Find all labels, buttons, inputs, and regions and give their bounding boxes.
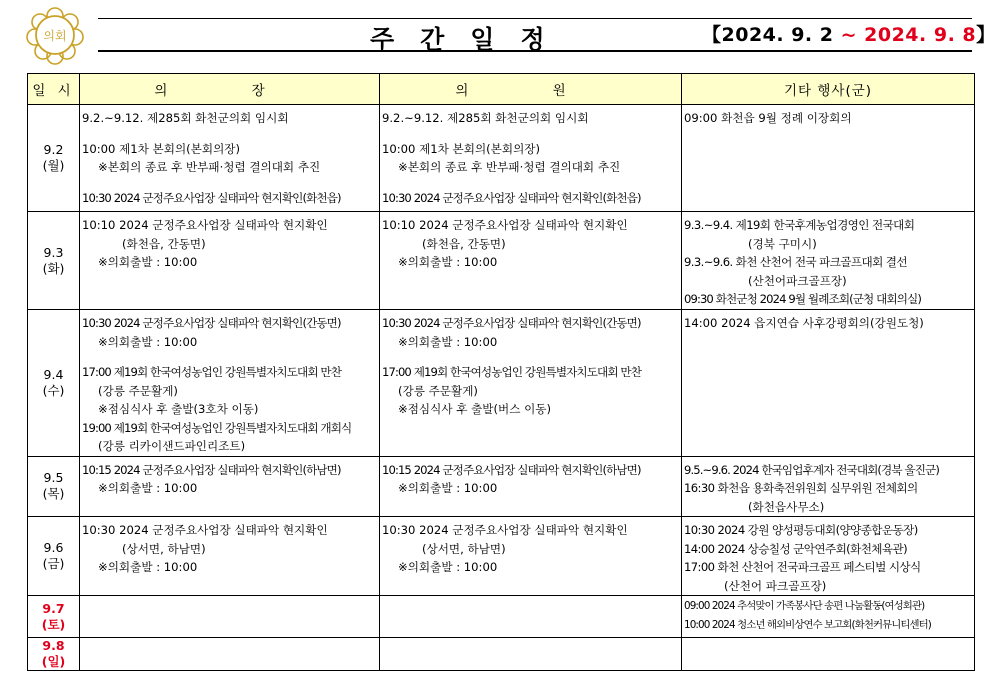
schedule-line: ※의회출발 : 10:00 (398, 255, 498, 269)
schedule-line: 17:00 제19회 한국여성농업인 강원특별자치도대회 만찬 (82, 365, 341, 379)
chair-cell (80, 105, 380, 212)
etc-cell (682, 596, 975, 638)
etc-cell (682, 517, 975, 596)
day-date: 9.7 (42, 600, 65, 616)
day-weekday: (금) (42, 556, 65, 571)
day-weekday: (월) (42, 158, 65, 173)
members-cell (380, 456, 682, 517)
table-row (28, 596, 975, 638)
day-weekday: (수) (42, 382, 65, 398)
day-cell (28, 310, 80, 457)
schedule-line: ※점심식사 후 출발(버스 이동) (398, 402, 552, 416)
table-row (28, 638, 975, 671)
members-cell (380, 105, 682, 212)
day-weekday: (일) (41, 654, 66, 669)
members-cell (380, 517, 682, 596)
schedule-line: 17:00 제19회 한국여성농업인 강원특별자치도대회 만찬 (382, 365, 641, 379)
day-weekday: (목) (42, 486, 65, 502)
line-spacer (382, 177, 679, 189)
schedule-line: 9.2.~9.12. 제285회 화천군의회 임시회 (382, 111, 589, 125)
table-row (28, 105, 975, 212)
schedule-line: (강릉 주문활게) (98, 383, 178, 398)
chair-cell (80, 310, 380, 457)
schedule-line: (강릉 주문활게) (398, 383, 478, 398)
schedule-line: (산천어파크골프장) (748, 273, 847, 288)
schedule-line: (산천어 파크골프장) (724, 578, 827, 593)
members-cell (380, 596, 682, 638)
etc-cell (682, 105, 975, 212)
schedule-line: ※의회출발 : 10:00 (98, 334, 198, 349)
etc-cell (682, 456, 975, 517)
schedule-line: 10:30 2024 군정주요사업장 실태파악 현지확인(화천읍) (382, 190, 641, 205)
table-row (28, 517, 975, 596)
day-date: 9.4 (43, 366, 64, 382)
line-spacer (82, 177, 377, 189)
etc-cell (682, 638, 975, 671)
schedule-line: (경북 구미시) (748, 236, 817, 251)
weekly-schedule-table (27, 73, 975, 671)
council-emblem-icon (24, 4, 86, 66)
day-cell (28, 596, 80, 638)
schedule-line: ※의회출발 : 10:00 (398, 334, 498, 349)
schedule-line: 17:00 화천 산천어 전국파크골프 페스티벌 시상식 (684, 560, 921, 574)
table-row (28, 310, 975, 457)
schedule-line: ※의회출발 : 10:00 (398, 481, 498, 495)
chair-cell (80, 456, 380, 517)
schedule-line: 19:00 제19회 한국여성농업인 강원특별자치도대회 개회식 (82, 420, 352, 435)
day-weekday: (화) (42, 260, 65, 276)
schedule-line: 10:15 2024 군정주요사업장 실태파악 현지확인(하남면) (82, 462, 341, 477)
day-cell (28, 456, 80, 517)
period-open: 【2024. 9. 2 (702, 24, 841, 46)
day-cell (28, 212, 80, 310)
schedule-line: (상서면, 하남면) (122, 541, 206, 556)
line-spacer (82, 351, 377, 363)
schedule-line: 10:00 제1차 본회의(본회의장) (382, 141, 541, 156)
schedule-line: (강릉 리카이샌드파인리조트) (98, 439, 246, 453)
day-weekday: (토) (41, 616, 66, 632)
title-top-rule (98, 18, 972, 19)
schedule-line: 9.3.~9.6. 화천 산천어 전국 파크골프대회 결선 (684, 255, 907, 269)
schedule-line: 10:00 2024 청소년 해외비상연수 보고회(화천커뮤니티센터) (684, 618, 931, 631)
day-cell (28, 517, 80, 596)
members-cell (380, 638, 682, 671)
schedule-line: ※본회의 종료 후 반부패·청렴 결의대회 추진 (98, 160, 321, 174)
schedule-line: 14:00 2024 상승칠성 군악연주회(화천체육관) (684, 541, 908, 556)
schedule-line: 10:00 제1차 본회의(본회의장) (82, 141, 241, 156)
schedule-line: 10:30 2024 군정주요사업장 실태파악 현지확인(화천읍) (82, 190, 341, 205)
schedule-line: 10:30 2024 군정주요사업장 실태파악 현지확인 (82, 523, 328, 537)
etc-cell (682, 310, 975, 457)
schedule-line: 16:30 화천읍 용화축전위원회 실무위원 전체회의 (684, 481, 918, 495)
day-cell (28, 638, 80, 671)
schedule-line: (화천읍, 간동면) (422, 236, 506, 251)
schedule-line: ※의회출발 : 10:00 (98, 560, 198, 574)
schedule-line: 10:15 2024 군정주요사업장 실태파악 현지확인(하남면) (382, 462, 641, 477)
chair-cell (80, 212, 380, 310)
schedule-line: 09:30 화천군청 2024 9월 월례조회(군청 대회의실) (684, 292, 921, 306)
schedule-line: 10:10 2024 군정주요사업장 실태파악 현지확인 (82, 218, 328, 232)
day-date: 9.2 (43, 142, 64, 157)
schedule-period (702, 20, 996, 47)
page-title: 주간일정 (370, 25, 571, 54)
chair-cell (80, 517, 380, 596)
members-cell (380, 310, 682, 457)
schedule-line: 9.3.~9.4. 제19회 한국후계농업경영인 전국대회 (684, 218, 915, 232)
schedule-line: 10:30 2024 군정주요사업장 실태파악 현지확인(간동면) (382, 316, 641, 330)
etc-cell (682, 212, 975, 310)
schedule-line: 09:00 화천읍 9월 정례 이장회의 (684, 111, 852, 125)
day-date: 9.8 (42, 638, 65, 653)
col-header-day: 일 시 (28, 74, 80, 105)
period-end: 2024. 9. 8 (857, 24, 977, 46)
schedule-line: ※의회출발 : 10:00 (98, 255, 198, 269)
schedule-line: 10:30 2024 군정주요사업장 실태파악 현지확인(간동면) (82, 316, 341, 330)
line-spacer (82, 128, 377, 140)
schedule-line: (화천읍사무소) (748, 499, 825, 514)
schedule-line: 9.5.~9.6. 2024 한국임업후계자 전국대회(경북 울진군) (684, 462, 939, 477)
schedule-line: 09:00 2024 추석맞이 가족봉사단 송편 나눔활동(여성회관) (684, 600, 925, 612)
table-row (28, 212, 975, 310)
emblem-text: 의회 (43, 29, 67, 43)
period-close: 】 (976, 24, 996, 46)
table-row (28, 456, 975, 517)
day-date: 9.5 (43, 470, 64, 486)
schedule-line: 9.2.~9.12. 제285회 화천군의회 임시회 (82, 111, 289, 125)
col-header-etc: 기타 행사(군) (682, 74, 975, 105)
schedule-line: 10:10 2024 군정주요사업장 실태파악 현지확인 (382, 218, 628, 232)
schedule-line: ※의회출발 : 10:00 (98, 481, 198, 495)
col-header-chair: 의 장 (80, 74, 380, 105)
table-header-row (28, 74, 975, 105)
line-spacer (382, 128, 679, 140)
chair-cell (80, 638, 380, 671)
schedule-line: (화천읍, 간동면) (122, 236, 206, 251)
schedule-line: ※본회의 종료 후 반부패·청렴 결의대회 추진 (398, 160, 621, 174)
col-header-members: 의 원 (380, 74, 682, 105)
day-date: 9.6 (43, 540, 64, 555)
members-cell (380, 212, 682, 310)
day-date: 9.3 (43, 244, 64, 260)
day-cell (28, 105, 80, 212)
schedule-line: 10:30 2024 강원 양성평등대회(양양종합운동장) (684, 523, 918, 537)
schedule-line: ※점심식사 후 출발(3호차 이동) (98, 402, 259, 416)
line-spacer (382, 351, 679, 363)
schedule-line: 10:30 2024 군정주요사업장 실태파악 현지확인 (382, 523, 628, 537)
period-tilde: ~ (840, 24, 858, 46)
chair-cell (80, 596, 380, 638)
schedule-line: ※의회출발 : 10:00 (398, 560, 498, 574)
schedule-line: 14:00 2024 읍지연습 사후강평회의(강원도청) (684, 316, 924, 330)
schedule-line: (상서면, 하남면) (422, 541, 506, 556)
